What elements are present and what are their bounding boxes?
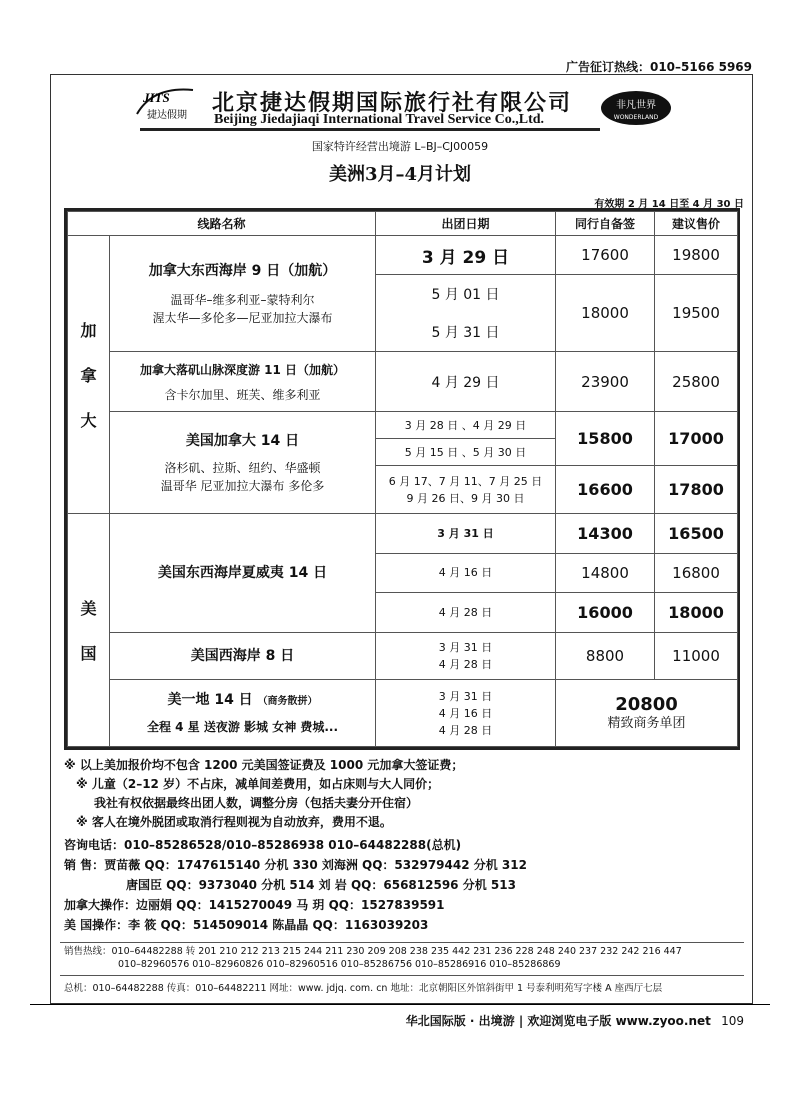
contacts bbox=[64, 835, 744, 935]
note-item: ※ 以上美加报价均不包含 1200 元美国签证费及 1000 元加拿大签证费； bbox=[64, 758, 464, 772]
departure-date: 3 月 31 日 4 月 16 日 4 月 28 日 bbox=[376, 680, 556, 747]
retail-price: 17800 bbox=[655, 466, 738, 514]
table-row bbox=[68, 235, 738, 274]
route-desc: 温哥华 尼亚加拉大瀑布 多伦多 bbox=[160, 478, 325, 493]
visa-price: 15800 bbox=[556, 412, 655, 466]
sales-row bbox=[64, 855, 744, 875]
company-name-en: Beijing Jiedajiaqi International Travel Service Co.,Ltd. bbox=[214, 112, 545, 127]
departure-date: 5 月 01 日 bbox=[376, 275, 556, 312]
visa-price: 16600 bbox=[556, 466, 655, 514]
visa-price: 23900 bbox=[556, 352, 655, 412]
wonderland-logo-icon bbox=[600, 90, 672, 126]
route-name: 美一地 14 日 bbox=[167, 692, 253, 709]
route-cell bbox=[110, 412, 376, 514]
divider bbox=[60, 942, 744, 943]
visa-price: 18000 bbox=[556, 275, 655, 352]
route-cell bbox=[110, 352, 376, 412]
route-desc: 渥太华—多伦多—尼亚加拉大瀑布 bbox=[152, 310, 333, 325]
group-price-note: 精致商务单团 bbox=[607, 715, 686, 731]
jits-logo-icon bbox=[133, 84, 205, 124]
departure-date: 3 月 28 日 、4 月 29 日 bbox=[376, 412, 556, 439]
header-route: 线路名称 bbox=[68, 212, 376, 236]
table-row bbox=[68, 352, 738, 412]
visa-price: 16000 bbox=[556, 593, 655, 632]
table-header-row bbox=[68, 212, 738, 236]
route-name: 美国西海岸 8 日 bbox=[190, 648, 295, 665]
region-canada: 加 拿 大 bbox=[68, 235, 110, 513]
header-visa-price: 同行自备签 bbox=[556, 212, 655, 236]
note-item: ※ 儿童（2–12 岁）不占床，减单间差费用，如占床则与大人同价； bbox=[76, 777, 440, 791]
route-cell bbox=[110, 680, 376, 747]
retail-price: 18000 bbox=[655, 593, 738, 632]
route-cell bbox=[110, 632, 376, 680]
visa-price: 14800 bbox=[556, 553, 655, 592]
route-name: 加拿大东西海岸 9 日（加航） bbox=[148, 262, 337, 279]
retail-price: 16500 bbox=[655, 514, 738, 553]
departure-date: 3 月 31 日 4 月 28 日 bbox=[376, 632, 556, 680]
table-row bbox=[68, 680, 738, 747]
retail-price: 11000 bbox=[655, 632, 738, 680]
departure-date: 3 月 29 日 bbox=[376, 235, 556, 274]
footer-text: 华北国际版 · 出境游 | 欢迎浏览电子版 www.zyoo.net bbox=[405, 1014, 711, 1028]
route-desc: 温哥华–维多利亚–蒙特利尔 bbox=[170, 292, 315, 307]
partner-logo-cn: 非凡世界 bbox=[616, 100, 656, 111]
route-name: 加拿大落矶山脉深度游 11 日（加航） bbox=[139, 362, 346, 377]
departure-date: 5 月 31 日 bbox=[376, 312, 556, 351]
route-cell bbox=[110, 514, 376, 632]
footer bbox=[406, 1012, 744, 1029]
company-name-cn: 北京捷达假期国际旅行社有限公司 bbox=[212, 90, 573, 116]
group-price-cell bbox=[556, 680, 738, 747]
departure-date: 5 月 15 日 、5 月 30 日 bbox=[376, 439, 556, 466]
partner-logo-en: WONDERLAND bbox=[613, 114, 659, 121]
route-name: 美国东西海岸夏威夷 14 日 bbox=[157, 564, 328, 581]
table-row bbox=[68, 412, 738, 439]
departure-date: 4 月 29 日 bbox=[376, 352, 556, 412]
region-usa: 美 国 bbox=[68, 514, 110, 747]
route-desc: 全程 4 星 送夜游 影城 女神 费城... bbox=[146, 720, 339, 735]
sales-hotline: 销售热线：010–64482288 转 201 210 212 213 215 244 211 230 209 208 238 235 442 231 236 228 248 240 237 232 242 216 447 010–82960576 010–82960826 010–82960516 010–85286756 010–85286916 010–85286869 bbox=[64, 946, 682, 970]
retail-price: 25800 bbox=[655, 352, 738, 412]
route-desc: 含卡尔加里、班芙、维多利亚 bbox=[164, 387, 321, 402]
header-rule bbox=[140, 128, 600, 131]
header-dates: 出团日期 bbox=[376, 212, 556, 236]
consult-phone: 咨询电话：010–85286528/010–85286938 010–64482288(总机) bbox=[64, 838, 462, 852]
departure-date: 6 月 17、7 月 11、7 月 25 日 9 月 26 日、9 月 30 日 bbox=[376, 466, 556, 514]
jits-script: 捷达假期 bbox=[147, 110, 187, 121]
validity-period: 有效期 2 月 14 日至 4 月 30 日 bbox=[594, 199, 744, 210]
license-number: 国家特许经营出境游 L–BJ–CJ00059 bbox=[311, 140, 489, 153]
notes bbox=[64, 756, 744, 832]
routes-table bbox=[64, 208, 740, 750]
table-row bbox=[68, 632, 738, 680]
page-number: 109 bbox=[721, 1014, 744, 1028]
ad-hotline: 广告征订热线：010–5166 5969 bbox=[565, 60, 752, 74]
visa-price: 8800 bbox=[556, 632, 655, 680]
departure-date: 4 月 28 日 bbox=[376, 593, 556, 632]
sales-label: 销 售： bbox=[64, 858, 105, 872]
departure-date: 4 月 16 日 bbox=[376, 553, 556, 592]
note-item: 我社有权依据最终出团人数，调整分房（包括夫妻分开住宿） bbox=[94, 796, 419, 810]
footer-rule bbox=[30, 1004, 770, 1005]
route-desc: 洛杉矶、拉斯、纽约、华盛顿 bbox=[164, 460, 321, 475]
visa-price: 17600 bbox=[556, 235, 655, 274]
note-item: ※ 客人在境外脱团或取消行程则视为自动放弃，费用不退。 bbox=[76, 815, 392, 829]
table-row bbox=[68, 514, 738, 553]
departure-date: 3 月 31 日 bbox=[376, 514, 556, 553]
route-cell bbox=[110, 235, 376, 351]
sales-row: 唐国臣 QQ：9373040 分机 514 刘 岩 QQ：656812596 分机 513 bbox=[126, 878, 516, 892]
plan-title: 美洲3月–4月计划 bbox=[328, 164, 472, 185]
route-name: 美国加拿大 14 日 bbox=[185, 432, 300, 449]
retail-price: 19800 bbox=[655, 235, 738, 274]
canada-ops: 加拿大操作：边丽娟 QQ：1415270049 马 玥 QQ：1527839591 bbox=[64, 898, 445, 912]
sales-contacts: 贾苗薇 QQ：1747615140 分机 330 刘海洲 QQ：532979442 分机 312 bbox=[104, 858, 527, 872]
address: 总机：010–64482288 传真：010–64482211 网址：www. jdjq. com. cn 地址：北京朝阳区外馆斜街甲 1 号泰利明苑写字楼 A 座西厅七层 bbox=[64, 983, 663, 994]
retail-price: 16800 bbox=[655, 553, 738, 592]
retail-price: 19500 bbox=[655, 275, 738, 352]
divider bbox=[60, 975, 744, 976]
usa-ops: 美 国操作：李 筱 QQ：514509014 陈晶晶 QQ：1163039203 bbox=[64, 918, 429, 932]
group-price: 20800 bbox=[615, 693, 678, 715]
jits-mark: JITS bbox=[143, 90, 170, 105]
route-name-note: （商务散拼） bbox=[257, 696, 318, 708]
visa-price: 14300 bbox=[556, 514, 655, 553]
header-retail-price: 建议售价 bbox=[655, 212, 738, 236]
retail-price: 17000 bbox=[655, 412, 738, 466]
